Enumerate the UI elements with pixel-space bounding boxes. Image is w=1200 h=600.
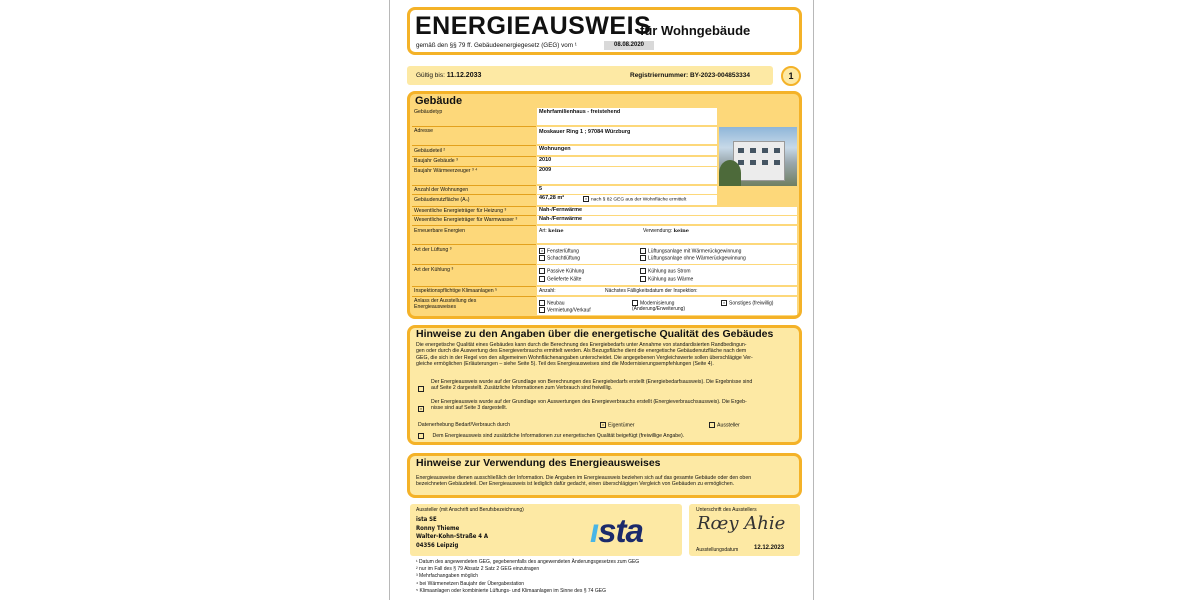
value-energietraeger-warmwasser: Nah-/Fernwärme — [537, 216, 797, 224]
checkbox-aussteller[interactable] — [709, 422, 715, 428]
issue-date-label: Ausstellungsdatum — [696, 547, 739, 553]
zusatz-label: Dem Energieausweis sind zusätzliche Informationen zur energetischen Qualität beigefügt (freiwillige Angabe). — [432, 433, 685, 440]
footnote: ⁵ Klimaanlagen oder kombinierte Lüftungs- und Klimaanlagen im Sinne des § 74 GEG — [416, 587, 606, 594]
verwendung-value: keine — [673, 228, 689, 234]
option-verbrauch-text — [431, 399, 747, 412]
certificate-subtitle: für Wohngebäude — [640, 23, 751, 38]
row-divider — [412, 215, 536, 216]
datenerhebung-label: Datenerhebung Bedarf/Verbrauch durch — [418, 422, 510, 428]
usage-notes-heading: Hinweise zur Verwendung des Energieausweises — [416, 457, 661, 469]
opt-neubau: Neubau — [547, 300, 565, 307]
intro-line: GEG, die sich in der Regel von den allgemeinen Wohnflächenangaben unterscheidet. Die angegebenen Vergleichswerte sollen überschlägige Ver- — [416, 354, 753, 361]
valid-until-label: Gültig bis: — [416, 72, 445, 79]
quality-notes-intro — [416, 342, 753, 368]
intro-line: gen oder durch die Auswertung des Energieverbrauchs ermittelt werden. Als Bezugsfläche dient die energetische Gebäudenutzfläche nach dem — [416, 348, 747, 355]
checkbox-passive-kuehlung[interactable] — [539, 268, 545, 274]
label-baujahr-gebaeude: Baujahr Gebäude ³ — [414, 158, 458, 164]
option-bedarf-checkbox[interactable] — [418, 380, 426, 398]
row-divider — [412, 206, 536, 207]
checkbox-lueftung-mit-wrg[interactable] — [640, 248, 646, 254]
valid-until-value: 11.12.2033 — [446, 72, 482, 79]
checkbox-sonstiges[interactable] — [721, 300, 727, 306]
value-anzahl-wohnungen: 5 — [537, 186, 717, 194]
opt-sonstiges: Sonstiges (freiwillig) — [729, 300, 774, 307]
faelligkeit-label: Nächstes Fälligkeitsdatum der Inspektion: — [605, 288, 698, 294]
label-lueftung: Art der Lüftung ³ — [414, 247, 452, 253]
checkbox-schachtlueftung[interactable] — [539, 255, 545, 261]
usage-line: Energieausweise dienen ausschließlich der Information. Die Angaben im Energieausweis beziehen sich auf das gesamte Gebäude oder den oben — [416, 475, 752, 481]
row-divider — [412, 126, 536, 127]
opt-kuehlung-strom: Kühlung aus Strom — [648, 268, 691, 275]
label-gebaeudetyp: Gebäudetyp — [414, 109, 443, 115]
label-anlass: Anlass der Ausstellung des Energieausweises — [414, 298, 477, 310]
issue-date-value: 12.12.2023 — [754, 545, 785, 551]
issuer-person: Ronny Thieme — [416, 524, 460, 532]
opt-schachtlueftung: Schachtlüftung — [547, 255, 581, 262]
issuer-city: 04356 Leipzig — [416, 541, 459, 549]
label-kuehlung: Art der Kühlung ³ — [414, 267, 454, 273]
row-divider — [412, 225, 536, 226]
value-baujahr-gebaeude: 2010 — [537, 157, 717, 166]
label-energietraeger-heizung: Wesentliche Energieträger für Heizung ³ — [414, 208, 507, 214]
registration-number — [630, 72, 750, 79]
verwendung-label: Verwendung: — [643, 228, 673, 234]
inspektion-cell — [537, 287, 797, 295]
label-adresse: Adresse — [414, 128, 434, 134]
footnote: ⁴ bei Wärmenetzen Baujahr der Übergabestation — [416, 580, 525, 587]
checkbox-kuehlung-waerme[interactable] — [640, 276, 646, 282]
registration-label: Registriernummer: — [630, 72, 689, 79]
kuehlung-cell — [537, 265, 797, 285]
anzahl-label: Anzahl: — [539, 288, 556, 294]
erneuerbar-cell — [537, 226, 797, 243]
quality-notes-heading: Hinweise zu den Angaben über die energetische Qualität des Gebäudes — [416, 328, 774, 340]
label-energietraeger-warmwasser: Wesentliche Energieträger für Warmwasser ³ — [414, 217, 518, 223]
row-divider — [412, 264, 536, 265]
row-divider — [412, 166, 536, 167]
checkbox-vermietung[interactable] — [539, 307, 545, 313]
aussteller-option — [709, 422, 740, 429]
certificate-title: ENERGIEAUSWEIS — [415, 12, 652, 40]
building-heading: Gebäude — [415, 95, 463, 107]
option-bedarf-text — [431, 379, 752, 392]
lueftung-cell — [537, 245, 797, 264]
law-reference: gemäß den §§ 79 ff. Gebäudeenergiegesetz (GEG) vom ¹ — [416, 42, 577, 49]
ista-logo: ısta — [590, 512, 643, 549]
row-divider — [412, 194, 536, 195]
opt-passive-kuehlung: Passive Kühlung — [547, 268, 585, 275]
footnote: ¹ Datum des angewendeten GEG, gegebenenfalls des angewendeten Änderungsgesetzes zum GEG — [416, 559, 640, 565]
footnote: ² nur im Fall des § 79 Absatz 2 Satz 2 GEG einzutragen — [416, 566, 540, 573]
nutzflaeche-checkbox[interactable] — [583, 196, 589, 202]
checkbox-fensterlueftung[interactable] — [539, 248, 545, 254]
page-number-badge: 1 — [781, 66, 801, 86]
option-verbrauch-line: Der Energieausweis wurde auf der Grundlage von Auswertungen des Energieverbrauchs erstellt (Energieverbrauchsausweis). Die Ergeb- — [431, 399, 747, 405]
issuer-company: ista SE — [416, 516, 437, 523]
tree-shape — [719, 160, 741, 186]
checkbox-lueftung-ohne-wrg[interactable] — [640, 255, 646, 261]
opt-gelieferte-kaelte: Gelieferte Kälte — [547, 276, 582, 283]
issuer-address — [416, 516, 488, 550]
opt-fensterlueftung: Fensterlüftung — [547, 248, 579, 255]
label-baujahr-waermeerzeuger: Baujahr Wärmeerzeuger ³ ⁴ — [414, 168, 478, 174]
checkbox-kuehlung-strom[interactable] — [640, 268, 646, 274]
opt-modernisierung: Modernisierung (Änderung/Erweiterung) — [632, 300, 686, 313]
checkbox-eigentuemer[interactable] — [600, 422, 606, 428]
signature-image: Rœy Ahie — [697, 513, 786, 534]
building-photo — [719, 127, 797, 186]
row-divider — [412, 286, 536, 287]
opt-vermietung: Vermietung/Verkauf — [547, 307, 591, 314]
intro-line: gleiche ermöglichen (Erläuterungen – siehe Seite 5). Teil des Energieausweises sind die Modernisierungsempfehlungen (Seite 4). — [416, 361, 714, 368]
label-anzahl-wohnungen: Anzahl der Wohnungen — [414, 187, 469, 193]
signature-label: Unterschrift des Ausstellers — [696, 507, 757, 513]
nutzflaeche-note: nach § 82 GEG aus der Wohnfläche ermittelt — [591, 197, 687, 203]
value-adresse: Moskauer Ring 1 ; 97084 Würzburg — [537, 127, 717, 144]
footnotes — [416, 559, 639, 595]
footnote: ³ Mehrfachangaben möglich — [416, 573, 478, 580]
value-baujahr-waermeerzeuger: 2009 — [537, 167, 717, 184]
opt-kuehlung-waerme: Kühlung aus Wärme — [648, 276, 694, 283]
value-gebaeudeteil: Wohnungen — [537, 146, 717, 155]
law-date: 08.08.2020 — [604, 41, 654, 50]
registration-value: BY-2023-004853334 — [689, 72, 750, 79]
option-bedarf-line: auf Seite 2 dargestellt. Zusätzliche Informationen zum Verbrauch sind freiwillig. — [431, 385, 613, 392]
value-energietraeger-heizung: Nah-/Fernwärme — [537, 207, 797, 215]
option-verbrauch-checkbox[interactable] — [418, 400, 426, 418]
opt-lueftung-mit-wrg: Lüftungsanlage mit Wärmerückgewinnung — [648, 248, 742, 255]
intro-line: Die energetische Qualität eines Gebäudes kann durch die Berechnung des Energiebedarfs unter Annahme von standardisierten Randbedingun- — [416, 342, 747, 348]
eigentuemer-option — [600, 422, 635, 429]
row-divider — [412, 185, 536, 186]
valid-until — [416, 72, 481, 79]
aussteller-option-label: Aussteller — [717, 422, 740, 429]
checkbox-zusatz[interactable] — [418, 433, 424, 439]
art-value: keine — [548, 228, 564, 234]
label-erneuerbar: Erneuerbare Energien — [414, 228, 466, 234]
label-inspektion: Inspektionspflichtige Klimaanlagen ⁵ — [414, 288, 498, 294]
checkbox-neubau[interactable] — [539, 300, 545, 306]
checkbox-gelieferte-kaelte[interactable] — [539, 276, 545, 282]
usage-notes-text — [416, 475, 751, 488]
nutzflaeche-value: 467,28 m² — [539, 195, 565, 201]
option-bedarf-line: Der Energieausweis wurde auf der Grundlage von Berechnungen des Energiebedarfs erstellt (Energiebedarfsausweis). Die Ergebnisse sind — [431, 379, 753, 385]
zusatz-option — [418, 433, 684, 440]
row-divider — [412, 296, 536, 297]
label-gebaeudeteil: Gebäudeteil ² — [414, 148, 446, 154]
anlass-cell — [537, 297, 797, 315]
eigentuemer-label: Eigentümer — [608, 422, 635, 429]
label-nutzflaeche: Gebäudenutzfläche (Aₙ) — [414, 197, 470, 203]
issuer-street: Walter-Kohn-Straße 4 A — [416, 533, 489, 540]
art-label: Art: — [539, 228, 547, 234]
value-nutzflaeche — [537, 195, 717, 205]
row-divider — [412, 156, 536, 157]
issuer-label: Aussteller (mit Anschrift und Berufsbezeichnung) — [416, 507, 524, 513]
row-divider — [412, 244, 536, 245]
value-gebaeudetyp: Mehrfamilienhaus - freistehend — [537, 108, 717, 125]
opt-lueftung-ohne-wrg: Lüftungsanlage ohne Wärmerückgewinnung — [648, 255, 746, 262]
row-divider — [412, 145, 536, 146]
option-verbrauch-line: nisse sind auf Seite 3 dargestellt. — [431, 405, 508, 412]
usage-line: bezeichneten Gebäudeteil. Der Energieausweis ist lediglich dafür gedacht, einen überschlägigen Vergleich von Gebäuden zu ermöglichen. — [416, 481, 735, 488]
